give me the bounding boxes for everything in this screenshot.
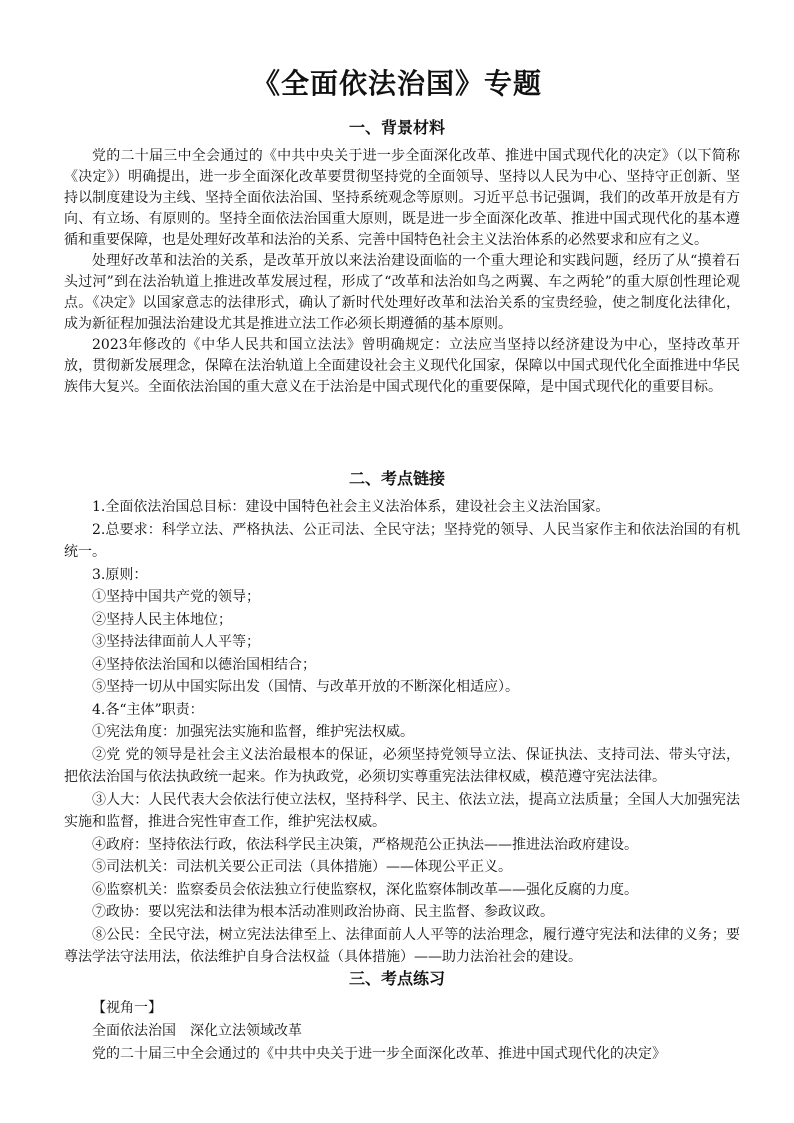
background-material xyxy=(64,146,740,398)
list-item: ②坚持人民主体地位； xyxy=(92,611,232,628)
list-item: 3.原则： xyxy=(92,566,148,583)
section-heading-key-points: 二、考点链接 xyxy=(348,469,445,488)
list-item: 2.总要求：科学立法、严格执法、公正司法、全民守法；坚持党的领导、人民当家作主和依法治国的有机统一。 xyxy=(64,521,740,560)
list-item: ⑦政协：要以宪法和法律为根本活动准则政治协商、民主监督、参政议政。 xyxy=(92,904,554,920)
section-heading-background: 一、背景材料 xyxy=(348,118,445,137)
paragraph: 党的二十届三中全会通过的《中共中央关于进一步全面深化改革、推进中国式现代化的决定》（以下简称《决定》）明确提出，进一步全面深化改革要贯彻坚持党的全面领导、坚持以人民为中心、坚持守正创新、坚持以制度建设为主线、坚持全面依法治国、坚持系统观念等原则。习近平总书记强调，我们的改革开放是有方向、有立场、有原则的。坚持全面依法治国重大原则，既是进一步全面深化改革、推进中国式现代化的基本遵循和重要保障，也是处理好改革和法治的关系、完善中国特色社会主义法治体系的必然要求和应有之义。 xyxy=(64,148,740,248)
list-item: ③人大：人民代表大会依法行使立法权，坚持科学、民主、依法立法，提高立法质量；全国人大加强宪法实施和监督，推进合宪性审查工作，维护宪法权威。 xyxy=(64,791,740,830)
list-item: ④政府：坚持依法行政，依法科学民主决策，严格规范公正执法——推进法治政府建设。 xyxy=(92,836,638,853)
list-item: ③坚持法律面前人人平等； xyxy=(92,634,260,650)
perspective-topic: 全面依法治国 深化立法领域改革 xyxy=(92,1023,302,1039)
perspective-label: 【视角一】 xyxy=(92,1000,162,1016)
list-item: ④坚持依法治国和以德治国相结合； xyxy=(92,656,316,673)
practice-text: 党的二十届三中全会通过的《中共中央关于进一步全面深化改革、推进中国式现代化的决定》 xyxy=(92,1046,666,1062)
list-item: ⑤司法机关：司法机关要公正司法（具体措施）——体现公平正义。 xyxy=(92,859,512,875)
key-points-list xyxy=(64,496,740,969)
list-item: ⑤坚持一切从中国实际出发（国情、与改革开放的不断深化相适应）。 xyxy=(92,679,519,695)
practice-section xyxy=(64,997,740,1066)
list-item: 4.各“主体”职责： xyxy=(92,701,204,718)
list-item: ②党 党的领导是社会主义法治最根本的保证，必须坚持党领导立法、保证执法、支持司法、带头守法，把依法治国与依法执政统一起来。作为执政党，必须切实尊重宪法法律权威，模范遵守宪法法律。 xyxy=(64,746,740,785)
list-item: ⑥监察机关：监察委员会依法独立行使监察权，深化监察体制改革——强化反腐的力度。 xyxy=(92,881,638,898)
list-item: ①坚持中国共产党的领导； xyxy=(92,589,260,605)
document-title: 《全面依法治国》专题 xyxy=(251,67,542,100)
list-item: 1.全面依法治国总目标：建设中国特色社会主义法治体系，建设社会主义法治国家。 xyxy=(92,499,610,515)
list-item: ①宪法角度：加强宪法实施和监督，维护宪法权威。 xyxy=(92,724,414,740)
section-heading-practice: 三、考点练习 xyxy=(348,969,445,988)
paragraph: 2023年修改的《中华人民共和国立法法》曾明确规定：立法应当坚持以经济建设为中心，坚持改革开放，贯彻新发展理念，保障在法治轨道上全面建设社会主义现代化国家，保障以中国式现代化全面推进中华民族伟大复兴。全面依法治国的重大意义在于法治是中国式现代化的重要保障，是中国式现代化的重要目标。 xyxy=(64,337,740,395)
list-item: ⑧公民：全民守法，树立宪法法律至上、法律面前人人平等的法治理念，履行遵守宪法和法律的义务；要尊法学法守法用法，依法维护自身合法权益（具体措施）——助力法治社会的建设。 xyxy=(64,926,740,965)
paragraph: 处理好改革和法治的关系，是改革开放以来法治建设面临的一个重大理论和实践问题，经历了从“摸着石头过河”到在法治轨道上推进改革发展过程，形成了“改革和法治如鸟之两翼、车之两轮”的重大原创性理论观点。《决定》以国家意志的法律形式，确认了新时代处理好改革和法治关系的宝贵经验，使之制度化法律化，成为新征程加强法治建设尤其是推进立法工作必须长期遵循的基本原则。 xyxy=(64,253,740,332)
